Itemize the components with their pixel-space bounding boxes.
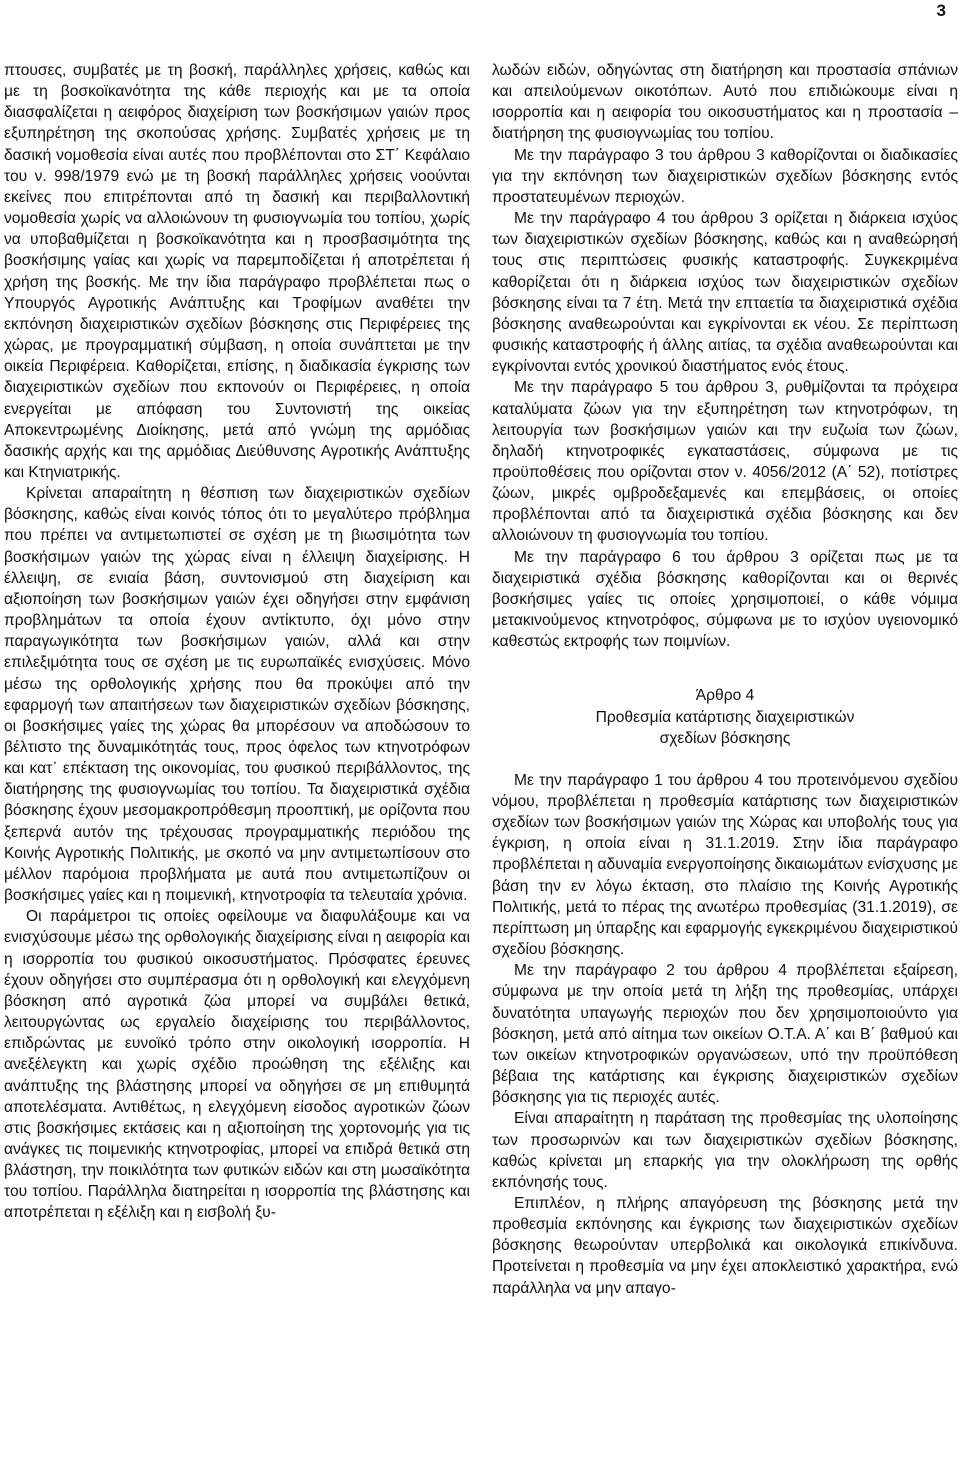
article-number: Άρθρο 4 xyxy=(695,687,755,705)
paragraph: Με την παράγραφο 2 του άρθρου 4 προβλέπεται εξαίρεση, σύμφωνα με την οποία μετά τη λήξη της προθεσμίας, υπάρχει δυνατότητα υπαγωγής περιοχών που δεν χρησιμοποιούντο για βόσκηση, μετά από αίτημα των οικείων Ο.Τ.Α. Α΄ και Β΄ βαθμού και των οικείων κτηνοτροφικών οργανώσεων, υπό την προϋπόθεση βέβαια της κατάρτισης και έγκρισης διαχειριστικών σχεδίων βόσκησης για τις περιοχές αυτές. xyxy=(492,962,958,1107)
paragraph: Με την παράγραφο 4 του άρθρου 3 ορίζεται η διάρκεια ισχύος των διαχειριστικών σχεδίων βόσκησης, καθώς και η αναθεώρησή τους στις περιπτώσεις φυσικής καταστροφής. Συγκεκριμένα καθορίζεται ότι η διάρκεια ισχύος των διαχειριστικών σχεδίων βόσκησης είναι τα 7 έτη. Μετά την επταετία τα διαχειριστικά σχέδια βόσκησης αναθεωρούνται και εγκρίνονται εκ νέου. Σε περίπτωση φυσικής καταστροφής ή άλλης αιτίας, τα σχέδια αναθεωρούνται και εγκρίνονται εντός χρονικού διαστήματος ενός έτους. xyxy=(492,210,958,376)
paragraph: Επιπλέον, η πλήρης απαγόρευση της βόσκησης μετά την προθεσμία εκπόνησης και έγκρισης των διαχειριστικών σχεδίων βόσκησης θεωρούνταν υπερβολικά και οικολογικά επικίνδυνα. Προτείνεται η προθεσμία να μην έχει αποκλειστικό χαρακτήρα, ενώ παράλληλα να μην απαγο- xyxy=(492,1194,958,1297)
paragraph: Με την παράγραφο 1 του άρθρου 4 του προτεινόμενου σχεδίου νόμου, προβλέπεται η προθεσμία κατάρτισης των διαχειριστικών σχεδίων των βοσκήσιμων γαιών της Χώρας και υποβολής τους για έγκριση, η οποία είναι η 31.1.2019. Στην ίδια παράγραφο προβλέπεται η αδυναμία ενεργοποίησης δικαιωμάτων ενίσχυσης με βάση την εν λόγω έκταση, στο πλαίσιο της Κοινής Αγροτικής Πολιτικής, μετά το πέρας της ανωτέρω προθεσμίας (31.1.2019), σε περίπτωση μη ύπαρξης και εφαρμογής εγκεκριμένου διαχειριστικού σχεδίου βόσκησης. xyxy=(492,771,958,959)
paragraph: Κρίνεται απαραίτητη η θέσπιση των διαχειριστικών σχεδίων βόσκησης, καθώς είναι κοινός τόπος ότι το μεγαλύτερο πρόβλημα που πρέπει να αντιμετωπιστεί σε σχέση με τη βιωσιμότητα των βοσκήσιμων γαιών της χώρας είναι η έλλειψη διαχείρισης. Η έλλειψη, σε ενιαία βάση, συντονισμού στη διαχείριση και αξιοποίηση των βοσκήσιμων γαιών έχει οδηγήσει στην εμφάνιση προβλημάτων τα οποία έχουν αντίκτυπο, όχι μόνο στην παραγωγικότητα των βοσκήσιμων γαιών, αλλά και στην επιλεξιμότητα τους σε σχέση με τις ευρωπαϊκές ενισχύσεις. Μόνο μέσω της ορθολογικής χρήσης που θα προκύψει από την εφαρμογή των απαιτήσεων των διαχειριστικών σχεδίων βόσκησης, οι βοσκήσιμες γαίες της χώρας θα μπορέσουν να αποδώσουν το βέλτιστο της δυναμικότητάς τους, προς όφελος των κτηνοτρόφων και κατ᾽ επέκταση της οικονομίας, του φυσικού περιβάλλοντος, της διατήρησης της φυσιογνωμίας του τοπίου. Τα διαχειριστικά σχέδια βόσκησης έχουν μεσομακροπρόθεσμη προοπτική, με ορίζοντα που ξεπερνά αυτόν της τρέχουσας προγραμματικής περιόδου της Κοινής Αγροτικής Πολιτικής, με σκοπό να μην αντιμετωπίσουν στο μέλλον παρόμοια προβλήματα με αυτά που αντιμετωπίζουν οι βοσκήσιμες γαίες και η ποιμενική, κτηνοτροφία τα τελευταία χρόνια. xyxy=(4,485,470,905)
article-heading xyxy=(492,685,958,748)
paragraph: Είναι απαραίτητη η παράταση της προθεσμίας της υλοποίησης των προσωρινών και των διαχειριστικών σχεδίων βόσκησης, καθώς κρίνεται μη επαρκής για την ολοκλήρωση της ορθής εκπόνησής τους. xyxy=(492,1110,958,1191)
left-column xyxy=(4,60,470,1224)
paragraph: Με την παράγραφο 5 του άρθρου 3, ρυθμίζονται τα πρόχειρα καταλύματα ζώων για την εξυπηρέτηση των κτηνοτρόφων, τη λειτουργία των βοσκήσιμων γαιών και την ευζωία των ζώων, δηλαδή κτηνοτροφικές εγκαταστάσεις, σύμφωνα με τις προϋποθέσεις που ορίζονται στον ν. 4056/2012 (Α΄ 52), ποτίστρες ζώων, μικρές ομβροδεξαμενές και επεμβάσεις, οι οποίες προβλέπονται από τα διαχειριστικά σχέδια βόσκησης και δεν αλλοιώνουν τη φυσιογνωμία του τοπίου. xyxy=(492,379,958,545)
page-number: 3 xyxy=(936,1,946,20)
paragraph: Με την παράγραφο 6 του άρθρου 3 ορίζεται πως με τα διαχειριστικά σχέδια βόσκησης καθορίζονται και οι θερινές βοσκήσιμες γαίες τις οποίες χρησιμοποιεί, ο κάθε νόμιμα μετακινούμενος κτηνοτρόφος, σύμφωνα με το ισχύον υγειονομικό καθεστώς εκτροφής των ποιμνίων. xyxy=(492,548,958,651)
paragraph: Οι παράμετροι τις οποίες οφείλουμε να διαφυλάξουμε και να ενισχύσουμε μέσω της ορθολογικής διαχείρισης είναι η αειφορία και η ισορροπία του φυσικού οικοσυστήματος. Πρόσφατες έρευνες έχουν οδηγήσει στο συμπέρασμα ότι η ορθολογική και ελεγχόμενη βόσκηση από αγροτικά ζώα μπορεί να συμβάλει θετικά, λειτουργώντας ως εργαλείο διαχείρισης του περιβάλλοντος, επιδρώντας με ευνοϊκό τρόπο στην οικολογική ισορροπία. Η ανεξέλεγκτη και χωρίς σχέδιο προώθηση της εξέλιξης και ανάπτυξης της βλάστησης μπορεί να οδηγήσει σε μη επιθυμητά αποτελέσματα. Αντιθέτως, η ελεγχόμενη είσοδος αγροτικών ζώων στις βοσκήσιμες εκτάσεις και η αξιοποίηση της χορτονομής για τις ανάγκες τις ποιμενικής κτηνοτροφίας, μπορεί να επιδρά θετικά στη βλάστηση, την ποικιλότητα των φυτικών ειδών και στη μωσαϊκότητα του τοπίου. Παράλληλα διατηρείται η ισορροπία της βλάστησης και αποτρέπεται η εξέλιξη και η εισβολή ξυ- xyxy=(4,908,470,1222)
article-title-line: Προθεσμία κατάρτισης διαχειριστικών xyxy=(595,708,855,726)
paragraph: Με την παράγραφο 3 του άρθρου 3 καθορίζονται οι διαδικασίες για την εκπόνηση των διαχειριστικών σχεδίων βόσκησης εντός προστατευμένων περιοχών. xyxy=(492,146,958,206)
paragraph: πτουσες, συμβατές με τη βοσκή, παράλληλες χρήσεις, καθώς και με τη βοσκοϊκανότητα της κάθε περιοχής και με τα οποία διασφαλίζεται η αειφόρος διαχείριση των βοσκήσιμων γαιών προς εξυπηρέτηση της σκοπούσας χρήσης. Συμβατές χρήσεις με τη δασική νομοθεσία είναι αυτές που προβλέπονται στο ΣΤ΄ Κεφάλαιο του ν. 998/1979 ενώ με τη βοσκή παράλληλες χρήσεις νοούνται εκείνες που επιτρέπονται από τη δασική και περιβαλλοντική νομοθεσία χωρίς να αλλοιώνουν τη φυσιογνωμία του τοπίου, χωρίς να υποβαθμίζεται η βοσκοϊκανότητα και η προσβασιμότητα της βοσκήσιμης γαίας και χωρίς να παρεμποδίζεται ή αποτρέπεται ή χρήση της βοσκής. Με την ίδια παράγραφο προβλέπεται πως ο Υπουργός Αγροτικής Ανάπτυξης και Τροφίμων αναθέτει την εκπόνηση διαχειριστικών σχεδίων βόσκησης στις Περιφέρειες της χώρας, με προγραμματική σύμβαση, η οποία συνάπτεται με την οικεία Περιφέρεια. Καθορίζεται, επίσης, η διαδικασία έγκρισης των διαχειριστικών σχεδίων που εκπονούν οι Περιφέρειες, η οποία ενεργείται με απόφαση του Συντονιστή της οικείας Αποκεντρωμένης Διοίκησης, μετά από γνώμη της αρμόδιας δασικής αρχής και της αρμόδιας Διεύθυνσης Αγροτικής Ανάπτυξης και Κτηνιατρικής. xyxy=(4,62,470,481)
right-column xyxy=(492,60,958,1299)
article-title-line: σχεδίων βόσκησης xyxy=(659,729,791,747)
paragraph: λωδών ειδών, οδηγώντας στη διατήρηση και προστασία σπάνιων και απειλούμενων οικοτόπων. Αυτό που επιδιώκουμε είναι η ισορροπία και η αειφορία του οικοσυστήματος και η προστασία – διατήρηση της φυσιογνωμίας του τοπίου. xyxy=(492,62,958,143)
